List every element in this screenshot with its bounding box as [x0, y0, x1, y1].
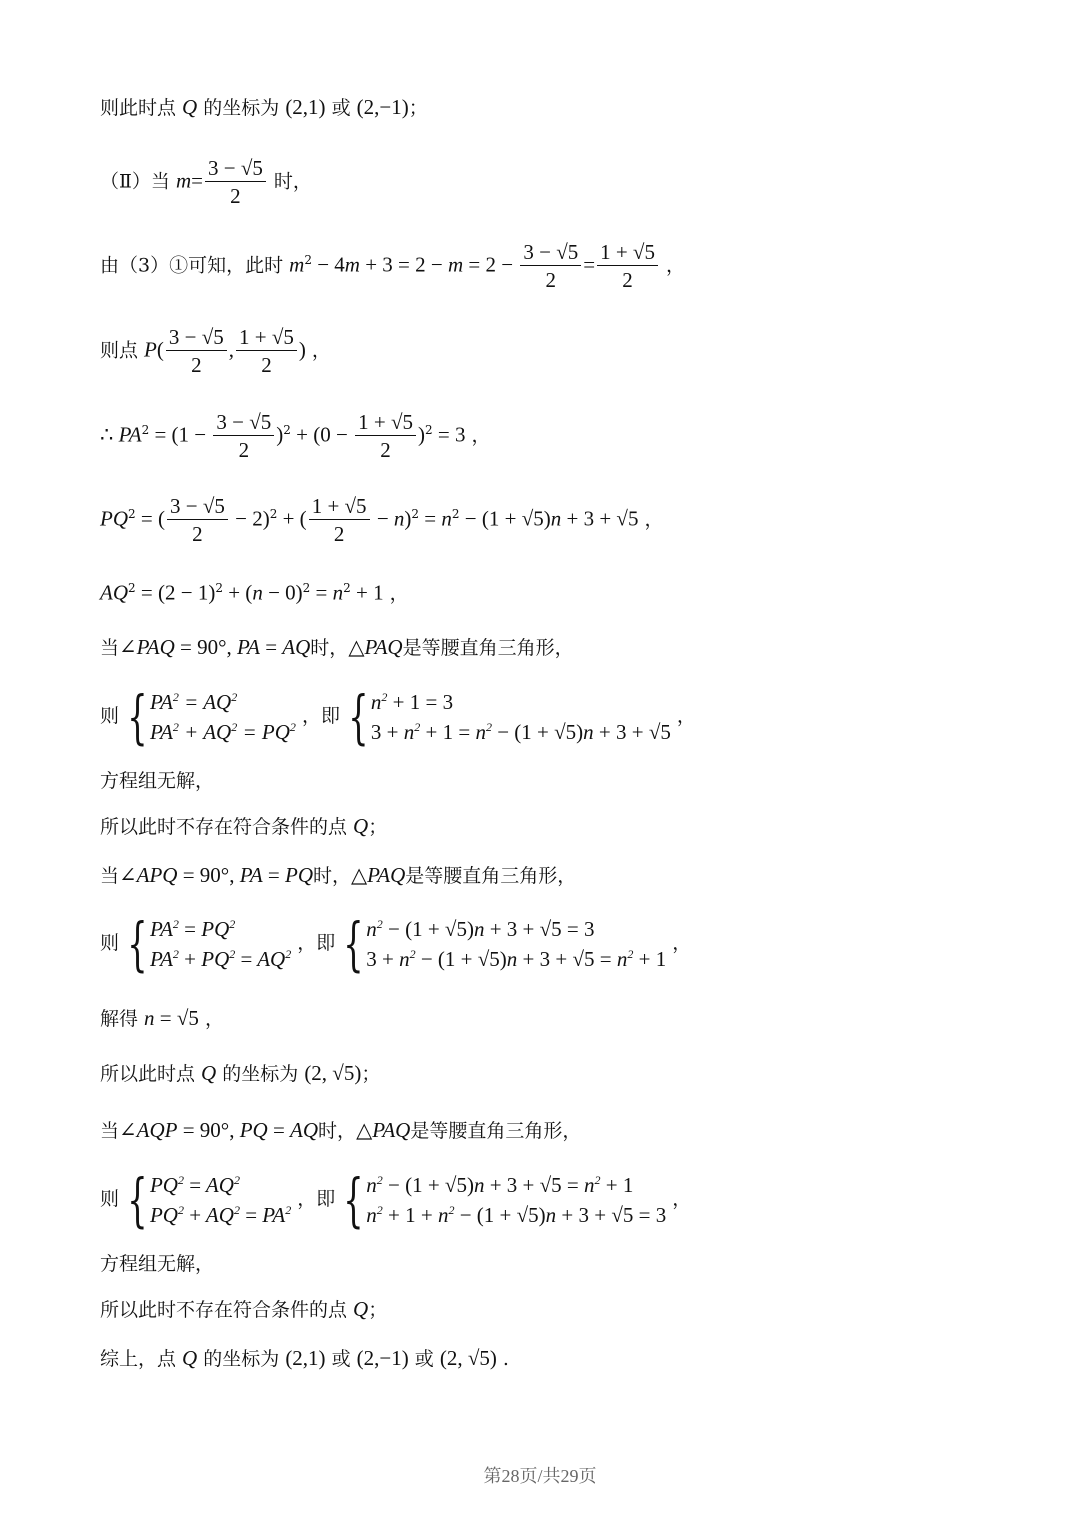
line-1: 则此时点 Q 的坐标为 (2,1) 或 (2,−1)；	[100, 95, 428, 119]
line-9: 则 { $PA^2 = AQ^2$ $PA^2 + AQ^2 = PQ^2$ ，即 { $n^2 + 1 = 3$ $3 + n^2 + 1 = n^2 - (1 + √5)n + 3 + √5$ ，	[100, 683, 696, 751]
line-16: 当∠AQP = 90°, PQ = AQ时，△PAQ是等腰直角三角形，	[100, 1118, 582, 1142]
line-6: $PQ^2$ = ( $\frac{3 - √5}{2}$ − 2)$^2$ + ( $\frac{1 + √5}{2}$ − $n)^2 = n^2 - (1 + √5)n + 3 + √5$ ，	[100, 494, 664, 546]
line-4: 则点 P( $\frac{3 - √5}{2}$ , $\frac{1 + √5}{2}$ ) ，	[100, 325, 331, 377]
line-19: 所以此时不存在符合条件的点 Q；	[100, 1297, 388, 1321]
page-footer: 第28页/共29页	[483, 1466, 597, 1486]
line-3: 由（3）①可知，此时 $m^2 - 4m + 3 = 2 - m = 2$ − $\frac{3 - √5}{2}$ = $\frac{1 + √5}{2}$ ，	[100, 240, 685, 292]
line-13: 则 { $PA^2 = PQ^2$ $PA^2 + PQ^2 = AQ^2$ ，即 { $n^2 - (1 + √5)n + 3 + √5 = 3$ $3 + n^2 - (1 + √5)n + 3 + √5 = n^2 + 1$ ，	[100, 910, 692, 978]
line-8: 当∠PAQ = 90°, PA = AQ时，△PAQ是等腰直角三角形，	[100, 635, 574, 659]
line-17: 则 { $PQ^2 = AQ^2$ $PQ^2 + AQ^2 = PA^2$ ，即 { $n^2 - (1 + √5)n + 3 + √5 = n^2 + 1$ $n^2 + 1 + n^2 - (1 + √5)n + 3 + √5 = 3$ ，	[100, 1166, 692, 1234]
line-14: 解得 n = √5 ，	[100, 1006, 224, 1030]
line-5: ∴ $PA^2 = (1$ − $\frac{3 - √5}{2}$ )$^2$ + (0 − $\frac{1 + √5}{2}$ )$^2$ = 3 ，	[100, 410, 491, 462]
line-11: 所以此时不存在符合条件的点 Q；	[100, 814, 388, 838]
line-15: 所以此时点 Q 的坐标为 (2, √5)；	[100, 1061, 381, 1085]
line-12: 当∠APQ = 90°, PA = PQ时，△PAQ是等腰直角三角形，	[100, 863, 577, 887]
line-18: 方程组无解，	[100, 1253, 215, 1275]
line-20: 综上，点 Q 的坐标为 (2,1) 或 (2,−1) 或 (2, √5) .	[100, 1346, 509, 1370]
line-10: 方程组无解，	[100, 770, 215, 792]
line-2: （Ⅱ）当 m= $\frac{3 - √5}{2}$ 时，	[100, 156, 312, 208]
line-7: $AQ^2 = (2 - 1)^2 + (n - 0)^2 = n^2 + 1$ ，	[100, 580, 409, 605]
